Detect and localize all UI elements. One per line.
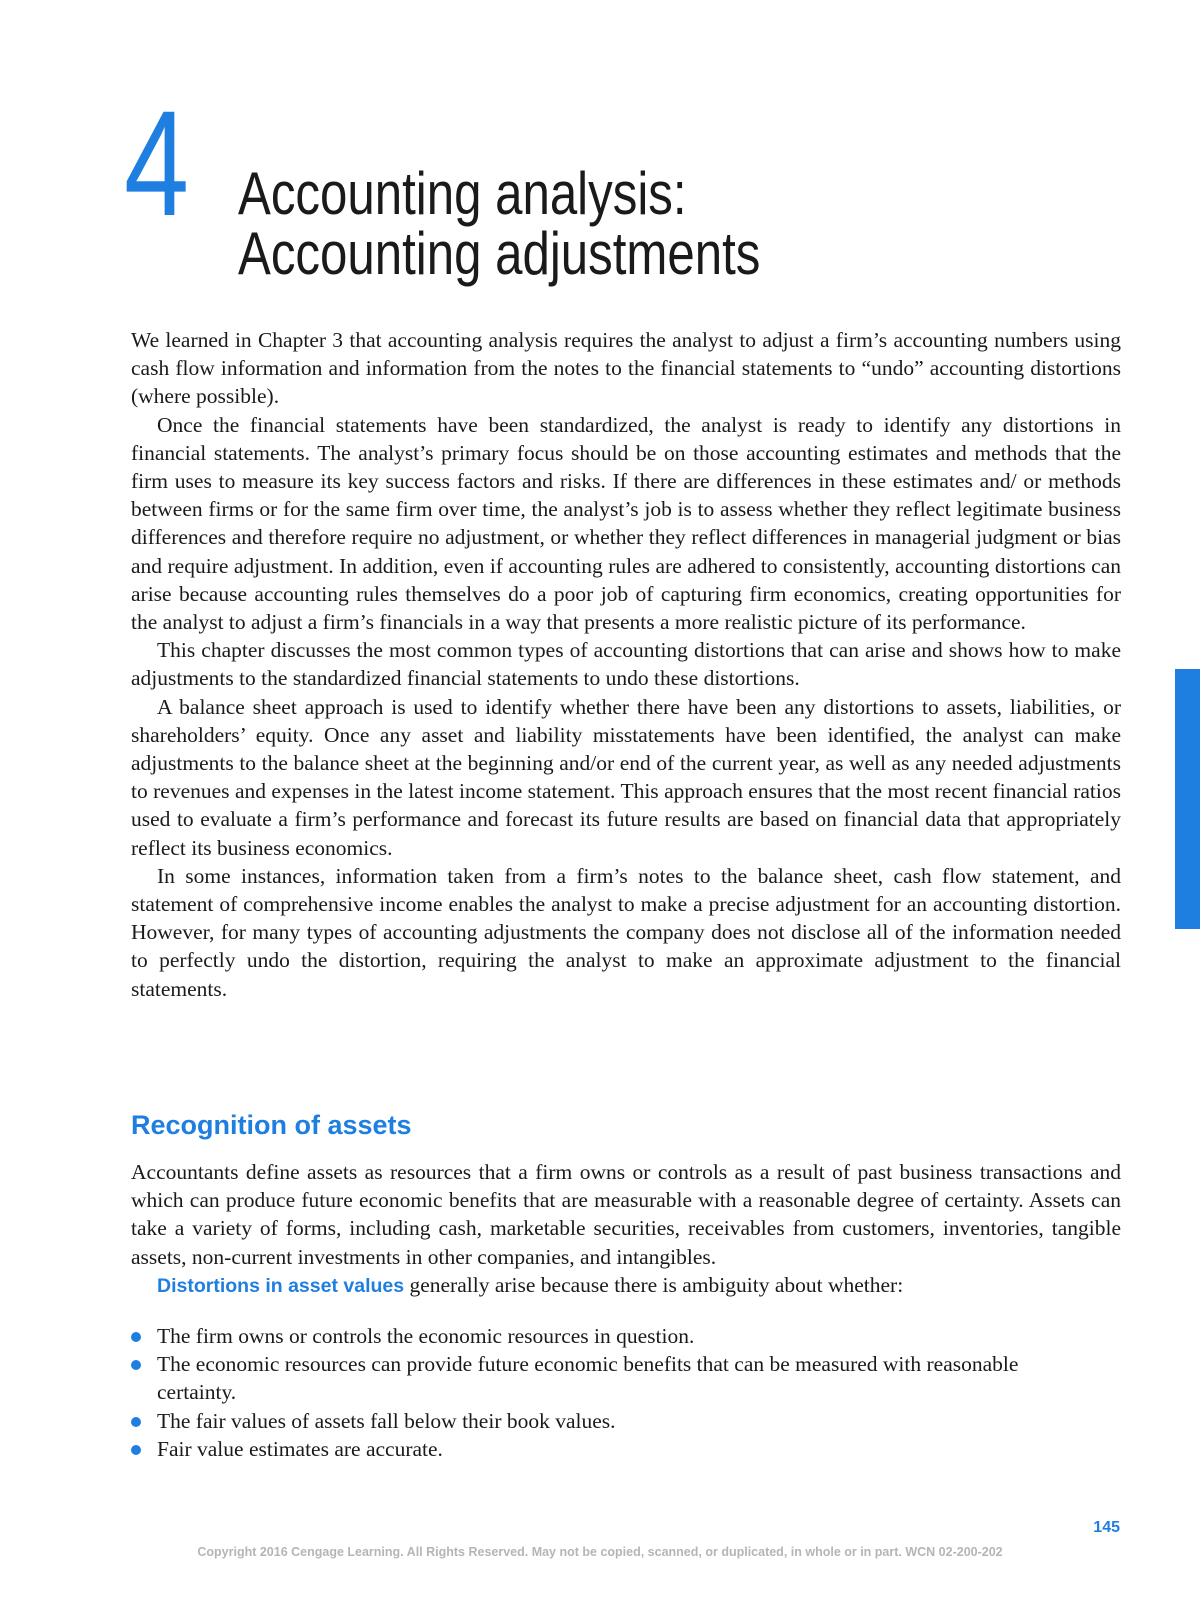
list-item [131,1407,1067,1435]
chapter-side-tab [1175,669,1200,929]
bullet-list [131,1322,1121,1463]
chapter-title [238,160,761,287]
list-item-text: The firm owns or controls the economic resources in question. [157,1324,695,1348]
list-item-text: The economic resources can provide future economic benefits that can be measured with reasonable certainty. [157,1352,1019,1405]
intro-paragraph-3: This chapter discusses the most common types of accounting distortions that can arise and shows how to make adjustments to the standardized financial statements to undo these distortions. [131,638,1121,691]
intro-paragraph-1: We learned in Chapter 3 that accounting analysis requires the analyst to adjust a firm’s accounting numbers using cash flow information and information from the notes to the financial statements to “undo” accounting distortions (where possible). [131,328,1121,409]
section-paragraph-2-text: generally arise because there is ambiguity about whether: [404,1272,904,1297]
intro-paragraph-5: In some instances, information taken from a firm’s notes to the balance sheet, cash flow statement, and statement of comprehensive income enables the analyst to make a precise adjustment for an accounting distortion. However, for many types of accounting adjustments the company does not disclose all of the information needed to perfectly undo the distortion, requiring the analyst to make an approximate adjustment to the financial statements. [131,863,1121,1001]
section-heading: Recognition of assets [131,1110,412,1140]
bullet-icon [131,1445,141,1455]
list-item [131,1322,1067,1350]
copyright-notice: Copyright 2016 Cengage Learning. All Rights Reserved. May not be copied, scanned, or duplicated, in whole or in part. WCN 02-200-202 [197,1545,1003,1559]
section-body [131,1158,1121,1300]
bullet-icon [131,1332,141,1342]
intro-paragraph-2: Once the financial statements have been standardized, the analyst is ready to identify any distortions in financial statements. The analyst’s primary focus should be on those accounting estimates and methods that the firm uses to measure its key success factors and risks. If there are differences in these estimates and/ or methods between firms or for the same firm over time, the analyst’s job is to assess whether they reflect legitimate business differences and therefore require no adjustment, or whether they reflect differences in managerial judgment or bias and require adjustment. In addition, even if accounting rules are adhered to consistently, accounting distortions can arise because accounting rules themselves do a poor job of capturing firm economics, creating opportunities for the analyst to adjust a firm’s financials in a way that presents a more realistic picture of its performance. [131,412,1121,635]
intro-paragraph-4: A balance sheet approach is used to identify whether there have been any distortions to assets, liabilities, or shareholders’ equity. Once any asset and liability misstatements have been identified, the analyst can make adjustments to the balance sheet at the beginning and/or end of the current year, as well as any needed adjustments to revenues and expenses in the latest income statement. This approach ensures that the most recent financial ratios used to evaluate a firm’s performance and forecast its future results are based on financial data that appropriately reflect its business economics. [131,694,1121,860]
section-paragraph-2 [131,1271,1121,1300]
list-item [131,1350,1067,1406]
list-item-text: The fair values of assets fall below their book values. [157,1408,616,1433]
bullet-icon [131,1360,141,1370]
intro-body [131,326,1121,1003]
page-number: 145 [1093,1519,1120,1536]
list-item [131,1435,1067,1463]
chapter-title-line-2: Accounting adjustments [238,220,761,287]
chapter-title-line-1: Accounting analysis: [238,160,687,227]
section-paragraph-1: Accountants define assets as resources that a firm owns or controls as a result of past business transactions and which can produce future economic benefits that are measurable with a reasonable degree of certainty. Assets can take a variety of forms, including cash, marketable securities, receivables from customers, inventories, tangible assets, non-current investments in other companies, and intangibles. [131,1160,1121,1269]
key-term: Distortions in asset values [157,1274,405,1297]
chapter-number: 4 [124,79,186,247]
bullet-icon [131,1417,141,1427]
list-item-text: Fair value estimates are accurate. [157,1436,443,1461]
